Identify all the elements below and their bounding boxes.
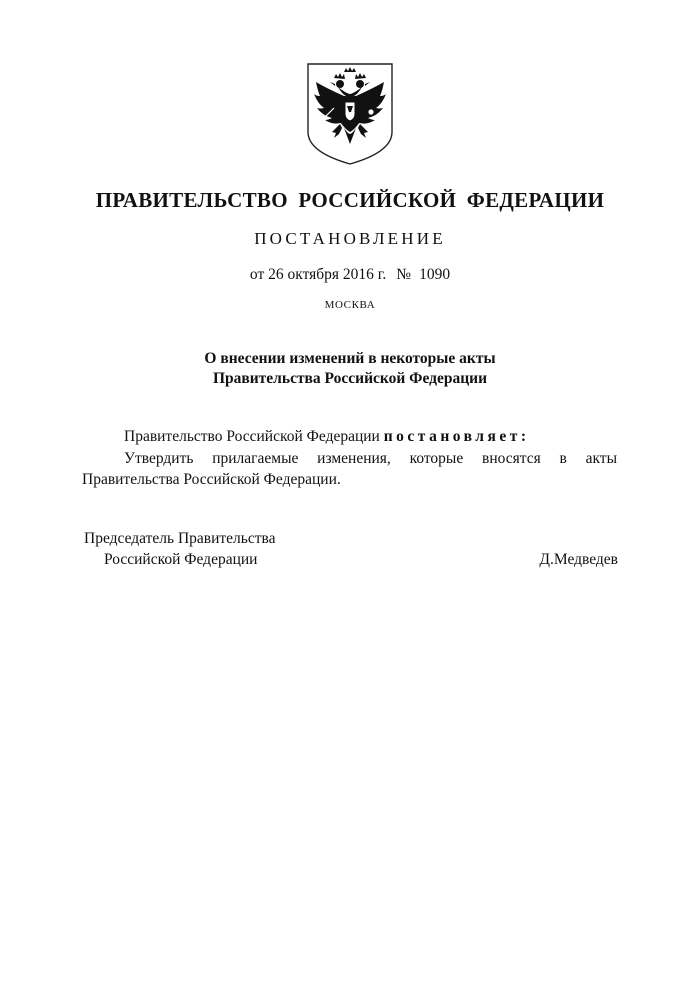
document-number: 1090	[419, 266, 451, 283]
document-city: МОСКВА	[324, 299, 376, 311]
russian-coat-of-arms-icon	[306, 62, 394, 166]
body-paragraph-3: Правительства Российской Федерации.	[82, 471, 341, 488]
body-paragraph-1	[124, 428, 530, 446]
document-type: ПОСТАНОВЛЕНИЕ	[254, 229, 446, 248]
body-p1-text: Правительство Российской Федерации	[124, 428, 384, 445]
signatory-position-line-2: Российской Федерации	[104, 551, 258, 568]
document-subject	[0, 349, 700, 389]
subject-line-2: Правительства Российской Федерации	[212, 370, 488, 387]
document-date-line	[0, 266, 700, 284]
subject-line-1: О внесении изменений в некоторые акты	[204, 350, 496, 367]
document-date: от 26 октября 2016 г.	[249, 266, 387, 283]
body-paragraph-2: Утвердить прилагаемые изменения, которые вносятся в акты	[124, 450, 617, 467]
government-title: ПРАВИТЕЛЬСТВО РОССИЙСКОЙ ФЕДЕРАЦИИ	[95, 188, 605, 212]
signatory-name: Д.Медведев	[539, 551, 618, 568]
signatory-position-line-1: Председатель Правительства	[84, 530, 276, 547]
number-sign: №	[396, 266, 412, 283]
body-p1-emphasis: постановляет:	[383, 428, 530, 445]
